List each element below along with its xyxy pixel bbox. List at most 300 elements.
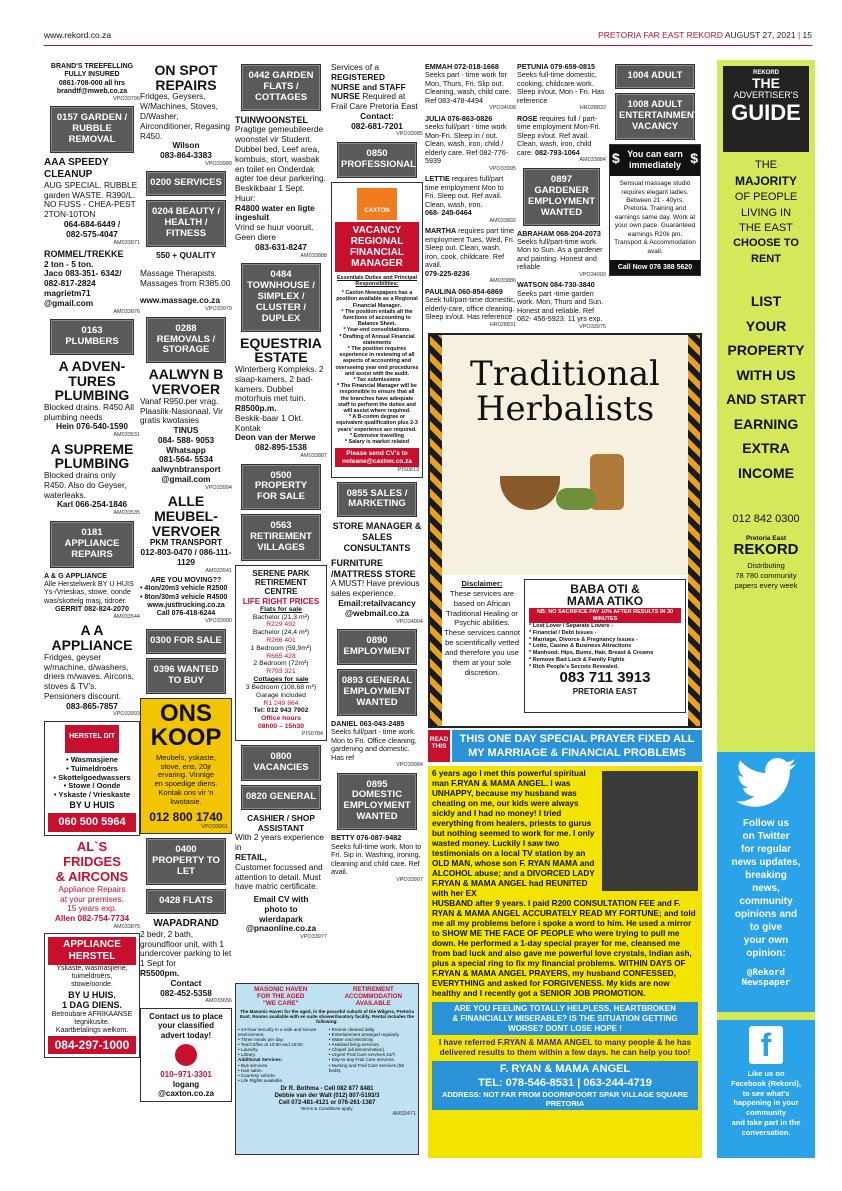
store-manager-ad xyxy=(331,521,423,625)
masonic-haven-ad xyxy=(235,983,419,1155)
list-item: * A B-comm degree or equivalent qualification plus 2-3 years' experience are required. xyxy=(336,414,418,433)
ad-title: DANIEL 063-043-2485 xyxy=(331,718,405,728)
list-item: • Life Rights available. xyxy=(238,1077,284,1083)
ad-banner: ARE YOU FEELING TOTALLY HELPLESS, HEARTBROKEN xyxy=(454,1004,676,1013)
ad-title: A ADVEN- xyxy=(58,357,126,374)
ad-ref: AM033656 xyxy=(205,998,232,1005)
herstel-dit-ad xyxy=(44,721,140,836)
ad-body: Seeks full/part-time work. Mon to Sun. As a gardener and painting. Honest and reliable xyxy=(517,236,603,272)
section-heading: 0442 GARDEN FLATS / COTTAGES xyxy=(241,64,321,111)
disclaimer-text: These services are based on African Traditional Healing or Psychic abilities. These services cannot be scientifically vetted and therefore you use them at your sole discretion. xyxy=(444,588,520,677)
ad-title: Herbalists xyxy=(475,389,655,429)
watson-ad xyxy=(517,281,606,330)
ad-ref: PIS0813 xyxy=(397,467,419,474)
rekord-logo: REKORD xyxy=(733,541,799,559)
ad-title: NURSE and STAFF xyxy=(331,81,406,92)
ad-body: at your premises. xyxy=(60,893,124,904)
ad-headline: THIS ONE DAY SPECIAL PRAYER FIXED ALL xyxy=(459,733,695,745)
list-item: • Urgent Frail Care services 24/7. xyxy=(328,1052,397,1058)
ad-body: Kontak ons vir 'n xyxy=(158,788,214,798)
ad-ref: AM033884 xyxy=(579,157,606,164)
twitter-handle[interactable]: Newspaper xyxy=(741,978,791,988)
ad-title: PLUMBING xyxy=(54,387,130,404)
ad-body: Yskaste, wasmasjiene, xyxy=(56,964,128,972)
mason-list-right xyxy=(329,1027,416,1084)
sidebar-phone: 012 842 0300 xyxy=(732,513,800,526)
column-6 xyxy=(517,60,606,330)
appliance-herstel-ad xyxy=(44,933,140,1057)
ad-title: EQUESTRIA xyxy=(240,334,322,351)
ad-body: Seeks full-time work. Mon to Fri. Sip in. Washing, ironing, cleaning and child care. Ref avail. xyxy=(331,841,422,877)
ad-ref: VPO33796 xyxy=(113,96,140,102)
ad-title: NURSE xyxy=(331,91,361,102)
ad-body: Seek full/part-time domestic, elderly-care, office cleaning. Sleep in/out. Has reference xyxy=(425,295,516,322)
ad-body: Seeks part - time work for Mon, Thurs, Fri. Slip out. Cleaning, wash, child care. Ref 083-478-4494 xyxy=(425,70,511,105)
ad-email: Email:retailvacancy @webmail.co.za xyxy=(338,597,416,618)
ad-contact: Wilson xyxy=(172,140,200,151)
sidebar-cta: EXTRA xyxy=(742,440,790,457)
rose-ad xyxy=(517,115,606,164)
ad-item: • Wasmasjiene xyxy=(66,754,118,764)
sidebar-text: papers every week xyxy=(734,581,798,591)
ad-label: Contact: xyxy=(360,110,394,121)
paulina-ad xyxy=(425,288,516,328)
ad-price: R1 249 864 xyxy=(263,699,299,707)
baba-oti-ad xyxy=(524,579,686,713)
ad-body: Seeks part -time garden work. Mon, Thurs and Sun. Honest and reliable. Ref 082- 456-5923. 11 yrs exp. xyxy=(517,288,604,324)
ad-ref: AM033876 xyxy=(113,308,140,315)
ad-phone: 082-681-7201 xyxy=(351,120,403,131)
ad-ref: HR028831 xyxy=(489,321,516,328)
ad-ref: AM033887 xyxy=(300,453,327,460)
list-item: • 24-hour security in a safe and secure environment. xyxy=(238,1026,317,1037)
ad-body: BY U HUIS. xyxy=(68,989,116,1000)
facebook-text: Like us on xyxy=(747,1069,785,1078)
ad-phone: 084-297-1000 xyxy=(48,1036,136,1054)
read-this-badge: READ THIS xyxy=(428,730,450,762)
ad-body: requires full/part time employment Mon to Fri. Sleep out. Ref avail. Clean, wash, iron. xyxy=(425,174,504,209)
ad-subtitle: LIFE RIGHT PRICES xyxy=(242,596,320,606)
ad-body: Fridges, geyser w/machine, d/washers, driers m/waves. Aircons, stoves & TV's. Pensioners discount. xyxy=(44,651,134,701)
ad-title: You can earn xyxy=(627,148,683,159)
ad-body: Seeks full/part - time work. Mon to Fri. Office cleaning, gardening and domestic. Has ref xyxy=(331,727,417,762)
ad-body: 2 ton - 5 ton. xyxy=(44,258,94,269)
ad-location: PRETORIA EAST xyxy=(572,686,638,696)
ad-contact: TINUS xyxy=(173,425,199,436)
ad-label: Whatsapp xyxy=(166,444,206,455)
ad-title: FRIDGES xyxy=(63,854,121,870)
ad-price: R8500p.m. xyxy=(235,403,277,414)
list-item: * Salary is market related xyxy=(344,439,410,446)
ad-item: Bachelor (21,3 m²) xyxy=(252,613,310,621)
ad-body: Seeks full-time domestic, cooking, childcare work. Sleep in/out, Mon - Fri. Has reference xyxy=(517,70,605,105)
ad-phone: 064-684-6449 / xyxy=(63,218,121,229)
ritual-photo xyxy=(602,771,698,891)
ad-phone: GERRIT 082-824-2070 xyxy=(55,604,129,614)
nurse-ad xyxy=(331,63,423,138)
ad-phone: Hein 076-540-1590 xyxy=(56,421,128,432)
ad-label: Flats for sale xyxy=(260,605,302,613)
ad-email: @caxton.co.za xyxy=(158,1089,214,1098)
ad-title: AL`S xyxy=(76,838,108,854)
facebook-text: happening in your xyxy=(733,1098,799,1108)
list-item: • Laundry. xyxy=(238,1047,259,1053)
ad-item: 3 Bedroom (108,68 m²) xyxy=(245,683,317,691)
ad-body: Appliance Repairs xyxy=(58,883,126,894)
twitter-text: news updates, xyxy=(731,857,801,868)
site-url[interactable]: www.rekord.co.za xyxy=(44,30,112,40)
ad-headline: MY MARRIAGE & FINANCIAL PROBLEMS xyxy=(468,747,686,760)
ad-phone: 012 800 1740 xyxy=(149,809,223,824)
ad-ref: AM033535 xyxy=(113,510,140,517)
section-heading: 0200 SERVICES xyxy=(146,171,226,196)
ad-title: LETTIE xyxy=(425,174,450,184)
ad-ref: VPO33975 xyxy=(579,323,606,330)
sidebar-brand: REKORD xyxy=(752,70,779,76)
ad-ref: PIS0784 xyxy=(301,730,323,737)
ad-ref: VPO33997 xyxy=(396,876,423,883)
twitter-text: news, xyxy=(752,883,780,894)
ad-price: R266 401 xyxy=(266,637,296,645)
sidebar-text: THE EAST xyxy=(739,221,793,234)
section-heading: 0484 TOWNHOUSE / SIMPLEX / CLUSTER / DUPLEX xyxy=(241,263,321,332)
facebook-promo[interactable] xyxy=(717,1020,815,1158)
ad-ref: VPO33995 xyxy=(489,165,516,172)
ad-title xyxy=(238,986,323,1007)
traditional-herbalists-ad xyxy=(428,333,702,728)
ad-title: TUINWOONSTEL xyxy=(235,114,308,125)
ad-ref: AM033888 xyxy=(300,252,327,259)
ad-body: Blocked drains only R450. Also do Geyser, waterleaks. xyxy=(44,470,127,500)
ad-title: MAMA ATIKO xyxy=(566,594,644,608)
ad-line: FULLY INSURED xyxy=(64,71,120,79)
ad-title: ARE YOU MOVING?? xyxy=(150,577,222,585)
sidebar-cta: AND START xyxy=(726,391,806,408)
ad-price: R5500pm. xyxy=(140,967,180,978)
ad-phone: 068- 245-0464 xyxy=(425,208,472,218)
ad-name: F. RYAN & MAMA ANGEL xyxy=(499,1063,631,1076)
section-heading: 0895 DOMESTIC EMPLOYMENT WANTED xyxy=(337,773,417,831)
ad-phone: 083-865-7857 xyxy=(66,700,118,711)
ad-title: FURNITURE /MATTRESS STORE xyxy=(331,558,416,579)
ad-phone: 0861-708-000 all hrs xyxy=(58,79,126,87)
ad-body: 1 DAG DIENS. xyxy=(61,1000,122,1011)
ad-title: REGISTERED xyxy=(331,71,385,82)
facebook-text: and take part in the xyxy=(731,1117,801,1127)
ad-ref: AM033871 xyxy=(113,239,140,246)
ad-phone: Call 076-418-6244 xyxy=(156,610,216,618)
section-heading: 0396 WANTED TO BUY xyxy=(146,658,226,694)
list-item: * The position requires experience in reviewing of all aspects of accounting and overseeing year end procedures and assist with the audit. xyxy=(335,346,419,377)
ad-body: Alle Herstelwerk BY U HUIS Ys-/Vrieskas, stowe, oonde was/skottelg masj, tidroër. xyxy=(44,578,134,605)
facebook-text: to see what's xyxy=(742,1088,790,1098)
ad-body: Vanaf R950.per vrag. Plaaslik-Nasionaal. Vir gratis kwotasies xyxy=(140,395,223,426)
ad-title: JULIA 076-863-0826 xyxy=(425,113,493,123)
ad-body: tuimeldroërs, xyxy=(71,973,113,981)
list-item: • Water and electricity. xyxy=(328,1036,375,1042)
ad-body: Winterberg Kompleks. 2 slaap-kamers, 2 bad-kamers. Dubbel motorhuis met tuin. xyxy=(235,364,324,404)
ad-web[interactable]: www.massage.co.za xyxy=(140,295,220,306)
ad-subtitle: Essentials Duties and Principal Responsibilities: xyxy=(337,274,417,287)
ad-title: PAULINA 060-854-6869 xyxy=(425,286,503,296)
ad-hours: 08h00 – 15h30 xyxy=(257,722,305,730)
ad-ref: VPO34004 xyxy=(396,618,423,625)
ad-email: brandtf@mweb.co.za xyxy=(56,87,128,95)
ad-body: Jaco 083-351- 6342/ 082-817-2824 magrietm71 @gmail.com xyxy=(44,268,122,308)
ad-ref: VPO33977 xyxy=(300,934,327,941)
ad-title: ROMMEL/TREKKE xyxy=(44,249,124,260)
sidebar-cta: PROPERTY xyxy=(727,342,805,359)
ad-title: VACANCY xyxy=(352,224,402,236)
section-heading: 1004 ADULT xyxy=(615,64,695,89)
als-fridges-ad xyxy=(44,839,140,931)
ad-banner: WORSE? DONT LOSE HOPE ! xyxy=(508,1023,622,1033)
list-item: • Entertainment arranged regularly. xyxy=(328,1031,400,1037)
ad-ref: VPO33979 xyxy=(205,306,232,313)
ad-phone: 060 500 5964 xyxy=(48,813,136,832)
list-item: • Nursing and Frail Care services (58 beds). xyxy=(328,1062,404,1073)
ad-ref: VPO33985 xyxy=(396,131,423,138)
ad-ref: AM33471 xyxy=(392,1111,416,1118)
sidebar-heading: GUIDE xyxy=(731,99,801,125)
sidebar-heading: THE xyxy=(752,75,780,91)
tuinwoonstel-ad xyxy=(235,115,327,259)
ad-ref: VPO33994 xyxy=(205,484,232,491)
section-heading: 0300 FOR SALE xyxy=(146,629,226,654)
ad-contact: Debbie van der Walt (012) 807-5193/3 xyxy=(274,1092,380,1099)
list-item: * Rich People's Secrets Revealed. xyxy=(529,663,619,670)
twitter-text: to give xyxy=(749,922,783,933)
ad-subtitle: NB: NO SACRIFICE PAY 10% AFTER RESULTS IN 30 MINUTES xyxy=(529,608,681,623)
list-item: * Extensive travelling xyxy=(349,432,405,439)
martha-ad xyxy=(425,227,516,284)
ad-title: AAA SPEEDY xyxy=(44,157,109,169)
adventures-plumbing-ad xyxy=(44,359,140,439)
ad-ref: VPO33961 xyxy=(201,823,228,830)
ad-body: Beskik-baar 1 Okt. Kontak xyxy=(235,412,304,433)
twitter-text: breaking xyxy=(745,870,787,881)
ad-contact: Deon van der Merwe xyxy=(235,432,316,443)
header-rule xyxy=(44,45,812,46)
serene-park-ad xyxy=(235,565,327,741)
ad-title: ROSE xyxy=(517,113,538,123)
twitter-text: opinion: xyxy=(746,948,786,959)
ad-phone: Karl 066-254-1846 xyxy=(56,499,128,510)
ad-item: 2 Bedroom (72m²) xyxy=(253,660,309,668)
ad-body: Fridges, Geysers, W/Machines, Stoves, D/Washer, Airconditioner, Regasing R450. xyxy=(140,91,230,141)
twitter-handle[interactable]: @Rekord xyxy=(747,968,785,978)
moving-ad xyxy=(140,577,232,625)
ad-title: TURES xyxy=(68,372,116,389)
ad-item: Garage included xyxy=(256,691,306,699)
ad-phone: 010–971-3301 xyxy=(160,1070,212,1080)
ad-title: CENTRE xyxy=(264,587,298,597)
ad-title: CASHIER / SHOP xyxy=(247,812,315,823)
ad-body: Required at Frail Care Pretoria East xyxy=(331,91,418,112)
ad-title: PETUNIA 079-659-0815 xyxy=(517,62,596,71)
ad-title: A A xyxy=(80,622,104,639)
lettie-ad xyxy=(425,175,516,224)
ad-title: VERVOER xyxy=(151,381,221,398)
ad-body: 15 years exp. xyxy=(67,903,117,914)
julia-ad xyxy=(425,115,516,172)
ad-phone: 082-452-5358 xyxy=(160,987,212,998)
ad-contact: Dr R. Bothma - Cell 082 877 8481 xyxy=(280,1086,374,1093)
section-heading: 0893 GENERAL EMPLOYMENT WANTED xyxy=(337,669,417,716)
sidebar-cta: INCOME xyxy=(738,464,794,481)
ad-ref: VPO33990 xyxy=(205,618,232,625)
ad-title: APPLIANCE xyxy=(51,637,133,654)
ad-title: A & G APPLIANCE xyxy=(44,570,107,580)
header-separator: | xyxy=(797,30,801,40)
ad-title: 550 + QUALITY xyxy=(156,250,216,261)
ad-title-line: MASONIC HAVEN xyxy=(254,986,308,993)
section-heading: 1008 ADULT ENTERTAINMENT VACANCY xyxy=(615,93,695,140)
list-item: * Lotto, Casino & Business Attractions xyxy=(529,643,632,650)
ad-email: @pnaonline.co.za xyxy=(245,923,317,934)
ad-phone: 084- 588- 9053 xyxy=(157,434,215,445)
ad-title: MEUBEL- xyxy=(154,507,218,524)
ad-item: • Stowe / Oonde xyxy=(63,781,121,791)
ad-title: KOOP xyxy=(150,723,222,751)
list-item: • Rooms cleaned daily. xyxy=(328,1026,376,1032)
ad-body: Email CV with xyxy=(253,894,309,905)
ad-title: CLEANUP xyxy=(44,169,93,181)
ad-body: stowe/oonde. xyxy=(71,981,113,989)
page-header xyxy=(598,30,812,40)
ad-title-line: RETIREMENT xyxy=(352,986,394,993)
ad-price: R665 428 xyxy=(266,652,296,660)
ad-web[interactable]: www.justtrucking.co.za xyxy=(147,601,225,609)
list-item: • Tea/Coffee at 10:00 and 15:00. xyxy=(238,1041,304,1047)
ad-title: BRAND'S TREEFELLING xyxy=(50,63,134,70)
ad-body: your classified xyxy=(157,1021,215,1031)
ad-title: EMMAH 072-018-1668 xyxy=(425,62,499,71)
ad-phone: 082-793-1064 xyxy=(534,147,580,157)
sidebar-heading: ADVERTISER'S xyxy=(733,90,799,100)
twitter-text: your own xyxy=(743,935,789,946)
ad-title: RETIREMENT xyxy=(255,578,307,588)
section-heading: 0897 GARDENER EMPLOYMENT WANTED xyxy=(523,168,600,226)
dollar-icon: $ xyxy=(690,149,698,166)
ad-phone: 082-575-4047 xyxy=(66,228,118,239)
ad-label: Contact xyxy=(170,977,202,988)
ad-item: • 8ton/30m3 vehicle R4500 xyxy=(140,593,228,601)
ad-title xyxy=(331,986,416,1007)
ad-ref: AM033541 xyxy=(205,567,232,574)
list-item: * Marriage, Divorce & Pregnancy Issues - xyxy=(529,636,638,643)
publication-name: PRETORIA FAR EAST REKORD xyxy=(598,30,723,40)
caxton-vacancy-ad xyxy=(331,182,423,478)
ad-item: • Yskaste / Vrieskaste xyxy=(53,790,131,800)
section-heading: 0500 PROPERTY FOR SALE xyxy=(241,464,321,511)
ad-body: Vrind se huur vooruit. Geen diere xyxy=(235,222,314,242)
ad-body: Meubels, yskaste, xyxy=(155,752,217,762)
ad-title: immediately xyxy=(628,160,682,171)
ad-title: ESTATE xyxy=(254,349,308,366)
column-2 xyxy=(140,60,232,1160)
ad-body: photo to xyxy=(264,903,298,914)
ad-title: ALLE xyxy=(167,493,205,510)
ad-phone: 012-803-0470 / 086-111-1129 xyxy=(140,547,232,567)
ad-intro: The Masonic Haven for the aged, in the peaceful suburb of Die Wilgers, Pretoria East. Rooms available with en suite shower/lavatory facility. Rental includes the following: xyxy=(239,1009,415,1025)
ad-item: 1 Bedroom (59,9m²) xyxy=(250,644,312,652)
referral-text: I have referred F.RYAN & MAMA ANGEL to many people & he has delivered results to them within a few days. he can help you too! xyxy=(438,1038,692,1058)
ad-title: MARTHA xyxy=(425,226,457,236)
ad-ref: AM033886 xyxy=(489,278,516,285)
cashier-ad xyxy=(235,814,327,941)
ad-body: Contact us to place xyxy=(149,1011,223,1021)
ad-title-line: AVAILABLE xyxy=(355,1000,391,1008)
herbs-image xyxy=(500,440,630,510)
equestria-ad xyxy=(235,336,327,460)
treefelling-ad xyxy=(44,63,140,102)
ad-email: aalwynbtransport @gmail.com xyxy=(151,464,221,485)
section-heading: 0850 PROFESSIONAL xyxy=(337,142,417,178)
ad-title: WAPADRAND xyxy=(153,918,219,930)
ad-terms: Terms & Conditions apply. xyxy=(300,1106,354,1112)
ad-phone: 082-895-1538 xyxy=(255,442,307,453)
ad-body: advert today! xyxy=(160,1030,212,1040)
herstel-logo: HERSTEL DIT xyxy=(65,725,119,753)
ad-email: wierdapark xyxy=(259,913,303,924)
ad-phone: 083-631-8247 xyxy=(255,241,307,252)
ad-body: en spoedige diens. xyxy=(154,779,218,789)
sidebar-text: RENT xyxy=(751,252,781,265)
ad-body: logang xyxy=(172,1079,200,1089)
ad-title: APPLIANCE HERSTEL xyxy=(48,937,136,965)
list-item: * The Financial Manager will be responsible to ensure that all the branches have adequate staff to perform the duties and will assist where required. xyxy=(337,383,417,415)
earn-ad xyxy=(609,144,701,276)
ad-ref: VPO33993 xyxy=(113,711,140,718)
ad-banner: & FINANCIALLY MISERABLE? IS THE SITUATION GETTING xyxy=(452,1013,678,1023)
ad-title: SERENE PARK xyxy=(252,569,310,579)
ad-body: AUG SPECIAL. RUBBLE garden WASTE. R390/L. NO FUSS - CHEA-PEST 2TON-10TON xyxy=(44,179,138,220)
ad-phone: TEL: 078-546-8531 | 063-244-4719 xyxy=(478,1076,652,1089)
mason-list-left xyxy=(238,1027,325,1084)
emmah-ad xyxy=(425,63,516,112)
ad-body: Massage Therapists. Massages from R385.00 xyxy=(140,267,231,288)
list-item: • Assisted living services. xyxy=(328,1041,380,1047)
list-item: Additional Services: xyxy=(238,1057,283,1063)
list-item: • Library. xyxy=(238,1052,256,1058)
list-item: • Courtesy vehicle. xyxy=(238,1072,277,1078)
column-1 xyxy=(44,60,140,1160)
column-4 xyxy=(331,60,423,980)
on-spot-repairs-ad xyxy=(140,63,232,167)
petunia-ad xyxy=(517,63,606,112)
section-heading: 0288 REMOVALS / STORAGE xyxy=(146,317,226,364)
ad-body: seeks full/part - time work Mon-Fri. Sleep in / out. Clean, wash, iron, child / elderly care. Ref 082-776-5939 xyxy=(425,122,509,166)
list-item: • Three meals per day. xyxy=(238,1036,284,1042)
ad-body: stove, ens, 20jr xyxy=(160,761,212,771)
twitter-promo[interactable] xyxy=(717,752,815,1012)
ad-title: ON SPOT xyxy=(154,62,218,78)
list-item: * Lost Lover / Separate Lovers - xyxy=(529,623,613,630)
ad-ref: AM033544 xyxy=(113,613,140,620)
daniel-ad xyxy=(331,720,423,769)
list-item: * Manhood, Hips, Bums, Hair, Breast & Creams xyxy=(529,650,654,657)
list-item: * Drafting of Annual Financial statements xyxy=(339,333,415,346)
ad-body: Sensual massage studio requires elegant ladies. Between 21 - 40yrs, Pretoria. Training and earnings same day. Work at your own pace. Guaranteed earnings R20k pm. Transport & Accommodation avail. xyxy=(614,180,696,255)
ad-phone: 079-225-8236 xyxy=(425,268,470,278)
ad-body: RETAIL, xyxy=(235,852,267,862)
disclaimer-title: Disclaimer: xyxy=(461,579,503,588)
page-number: 15 xyxy=(802,30,812,40)
section-heading: 0800 VACANCIES xyxy=(241,745,321,781)
ad-body: Services of a xyxy=(331,62,379,72)
section-heading: 0204 BEAUTY / HEALTH / FITNESS xyxy=(146,200,226,247)
